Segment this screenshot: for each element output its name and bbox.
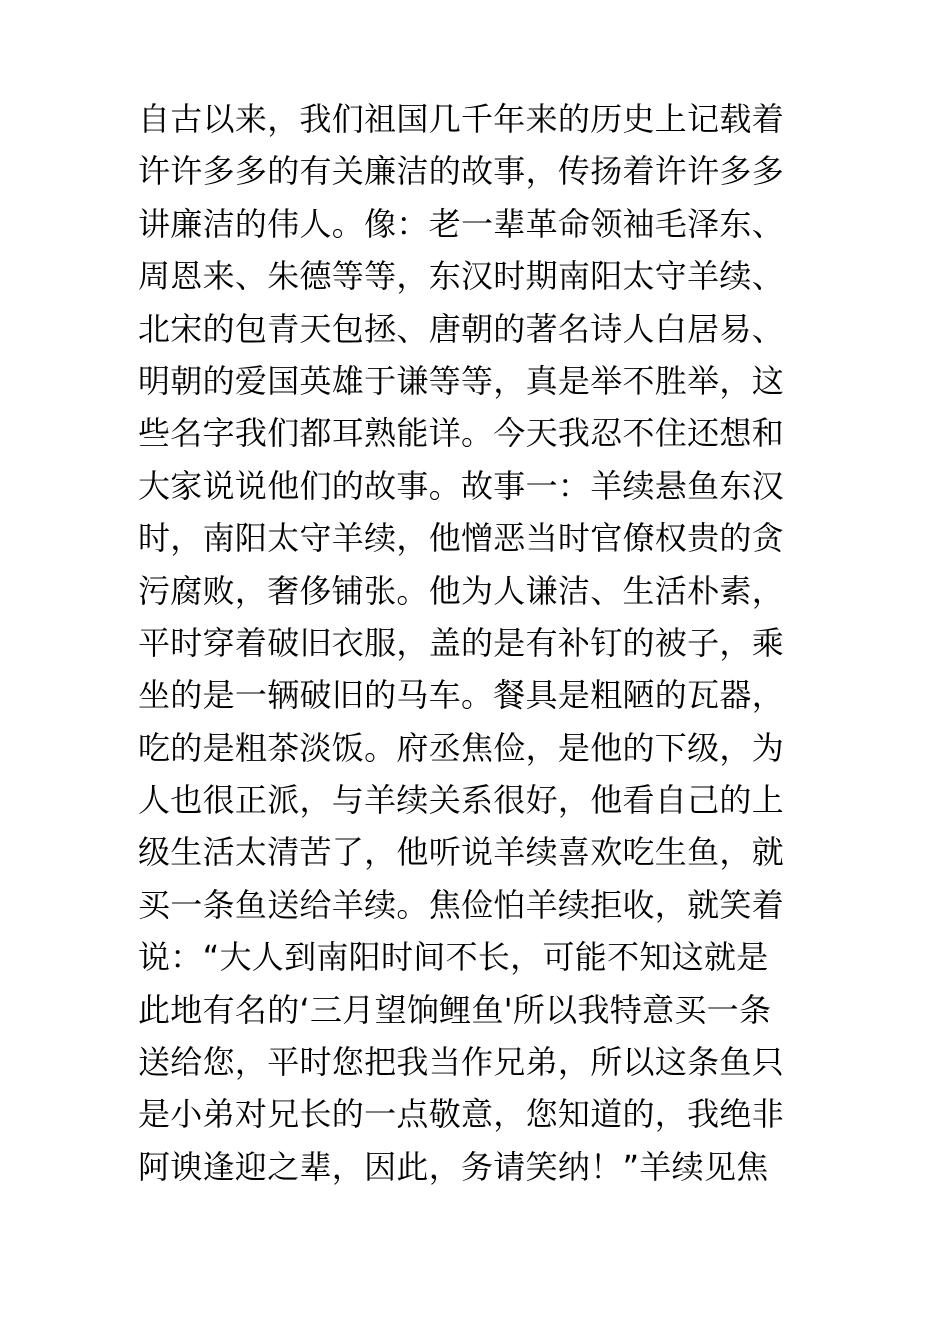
text-line: 是小弟对兄长的一点敬意，您知道的，我绝非 bbox=[138, 1095, 785, 1134]
text-line: 送给您，平时您把我当作兄弟，所以这条鱼只 bbox=[138, 1043, 785, 1082]
text-line: 平时穿着破旧衣服，盖的是有补钉的被子，乘 bbox=[138, 623, 785, 662]
text-line: 大家说说他们的故事。故事一：羊续悬鱼东汉 bbox=[138, 466, 785, 505]
text-line: 讲廉洁的伟人。像：老一辈革命领袖毛泽东、 bbox=[138, 204, 785, 243]
text-line: 此地有名的‘三月望饷鲤鱼'所以我特意买一条 bbox=[138, 990, 772, 1029]
text-line: 时，南阳太守羊续，他憎恶当时官僚权贵的贪 bbox=[138, 519, 785, 558]
text-line: 级生活太清苦了，他听说羊续喜欢吃生鱼，就 bbox=[138, 833, 785, 872]
text-line: 人也很正派，与羊续关系很好，他看自己的上 bbox=[138, 781, 785, 820]
text-line: 许许多多的有关廉洁的故事，传扬着许许多多 bbox=[138, 152, 785, 191]
text-line: 说：“大人到南阳时间不长，可能不知这就是 bbox=[138, 938, 769, 977]
text-line: 北宋的包青天包拯、唐朝的著名诗人白居易、 bbox=[138, 309, 785, 348]
text-line: 阿谀逢迎之辈，因此，务请笑纳！”羊续见焦 bbox=[138, 1147, 769, 1186]
text-line: 明朝的爱国英雄于谦等等，真是举不胜举，这 bbox=[138, 361, 785, 400]
text-line: 些名字我们都耳熟能详。今天我忍不住还想和 bbox=[138, 414, 785, 453]
text-line: 吃的是粗茶淡饭。府丞焦俭，是他的下级，为 bbox=[138, 728, 785, 767]
text-line: 坐的是一辆破旧的马车。餐具是粗陋的瓦器， bbox=[138, 676, 785, 715]
text-line: 自古以来，我们祖国几千年来的历史上记载着 bbox=[138, 100, 785, 138]
text-line: 周恩来、朱德等等，东汉时期南阳太守羊续、 bbox=[138, 257, 785, 296]
text-line: 污腐败，奢侈铺张。他为人谦洁、生活朴素， bbox=[138, 571, 785, 610]
body-text bbox=[138, 93, 838, 1193]
text-line: 买一条鱼送给羊续。焦俭怕羊续拒收，就笑着 bbox=[138, 885, 785, 924]
